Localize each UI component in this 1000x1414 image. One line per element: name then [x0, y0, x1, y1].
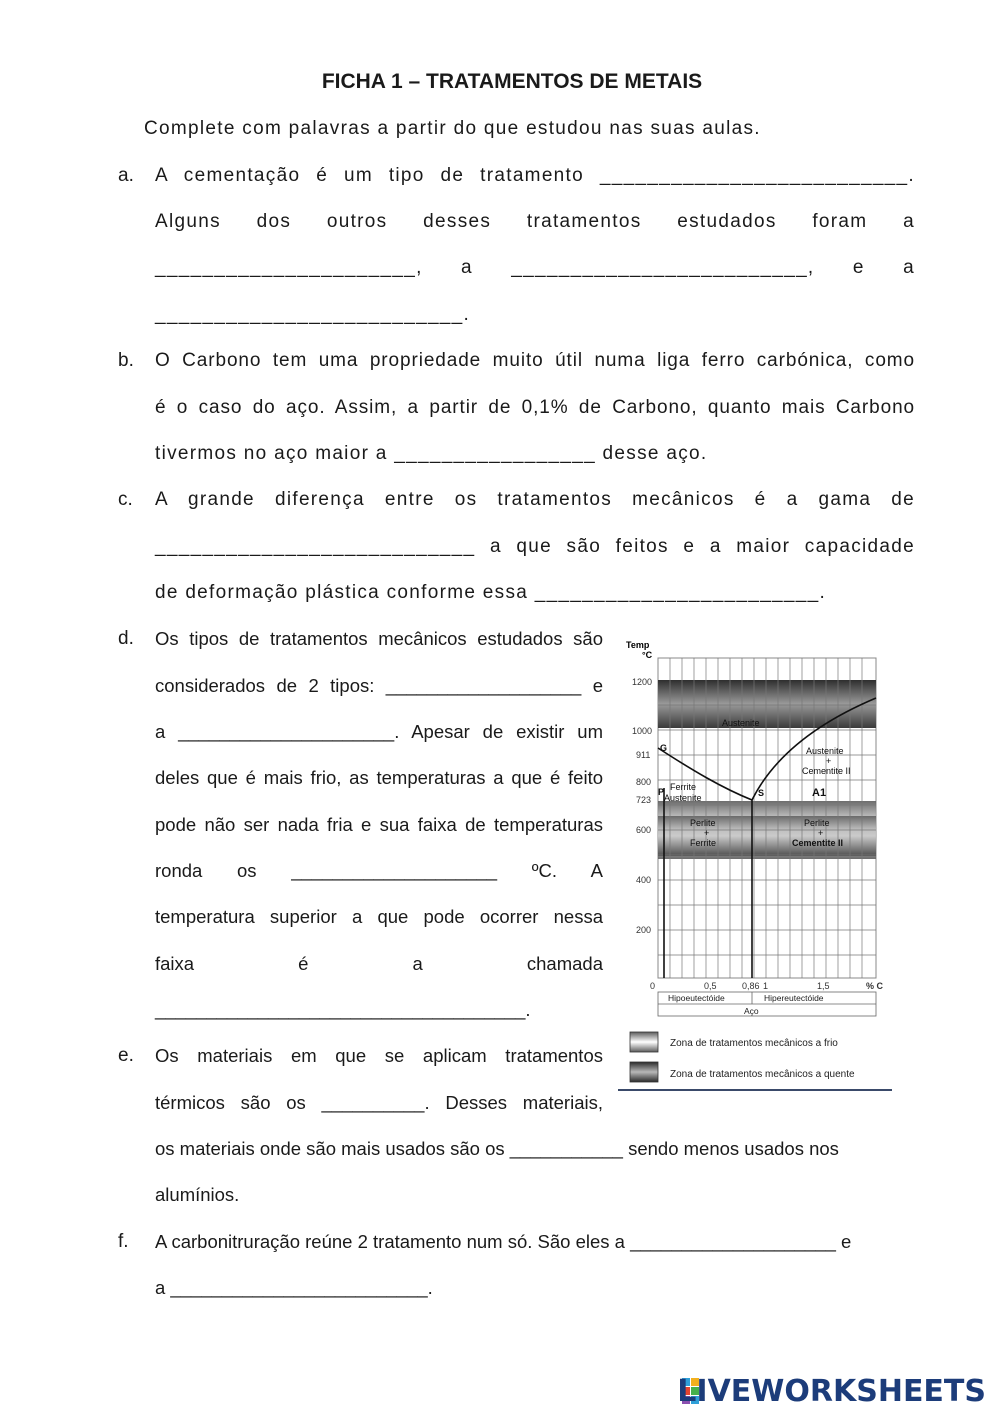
point-p: P: [658, 787, 665, 797]
item-f-line-2: a _________________________.: [155, 1277, 433, 1298]
item-d-line-3: a _____________________. Apesar de existir um: [155, 721, 603, 742]
item-b-line-1: O Carbono tem uma propriedade muito útil numa liga ferro carbónica, como: [155, 350, 915, 371]
item-e-line-3: os materiais onde são mais usados são os ___________ sendo menos usados nos: [155, 1138, 839, 1159]
liveworksheets-watermark: LIVEWORKSHEETS: [677, 1374, 986, 1409]
y-tick-800: 800: [636, 777, 652, 787]
label-perl-cem-1: Perlite: [804, 818, 830, 828]
y-tick-600: 600: [636, 825, 652, 835]
label-perl-ferr-plus: +: [704, 828, 710, 838]
item-a-line-2: Alguns dos outros desses tratamentos estudados foram a: [155, 211, 915, 232]
legend-hot-swatch: [630, 1062, 658, 1082]
y-tick-911: 911: [636, 750, 651, 760]
item-b-line-3: tivermos no aço maior a _________________ desse aço.: [155, 443, 708, 464]
y-tick-400: 400: [636, 875, 652, 885]
x-tick-0-5: 0,5: [704, 981, 717, 991]
item-e-line-1: Os materiais em que se aplicam tratamentos: [155, 1045, 603, 1066]
item-d-marker: d.: [118, 628, 134, 649]
item-b-marker: b.: [118, 350, 134, 371]
label-austenite: Austenite: [722, 718, 760, 728]
y-tick-200: 200: [636, 925, 652, 935]
item-d-line-8: faixa é a chamada: [155, 953, 603, 974]
item-f-line-1: A carbonitruração reúne 2 tratamento num só. São eles a ____________________ e: [155, 1231, 852, 1252]
label-steel: Aço: [744, 1006, 759, 1016]
legend-hot: Zona de tratamentos mecânicos a quente: [670, 1069, 855, 1080]
label-perl-ferr-2: Ferrite: [690, 838, 717, 848]
label-hypo: Hipoeutectóide: [668, 993, 725, 1003]
legend-cold-swatch: [630, 1032, 658, 1052]
item-e-marker: e.: [118, 1045, 134, 1066]
steel-classification: [658, 992, 876, 1016]
x-tick-1-5: 1,5: [817, 981, 830, 991]
item-d-line-5: pode não ser nada fria e sua faixa de temperaturas: [155, 814, 603, 835]
item-b-line-2: é o caso do aço. Assim, a partir de 0,1% de Carbono, quanto mais Carbono: [155, 397, 915, 418]
item-a-line-1: A cementação é um tipo de tratamento __________________________.: [155, 165, 915, 186]
x-tick-1: 1: [763, 981, 769, 991]
y-tick-labels: [632, 677, 652, 935]
item-d-line-9: ____________________________________.: [155, 999, 531, 1020]
item-e-line-4: alumínios.: [155, 1184, 240, 1205]
item-d-line-4: deles que é mais frio, as temperaturas a que é feito: [155, 767, 603, 788]
item-d-line-6: ronda os ____________________ ºC. A: [155, 860, 603, 881]
axis-unit: °C: [642, 650, 653, 660]
item-f-marker: f.: [118, 1231, 129, 1252]
legend-cold: Zona de tratamentos mecânicos a frio: [670, 1038, 838, 1049]
item-e-line-2: térmicos são os __________. Desses materiais,: [155, 1092, 603, 1113]
page-title: FICHA 1 – TRATAMENTOS DE METAIS: [321, 70, 703, 93]
y-tick-1000: 1000: [632, 726, 653, 736]
point-a1: A1: [812, 787, 827, 799]
instruction: Complete com palavras a partir do que estudou nas suas aulas.: [144, 118, 761, 139]
axis-title: Temp: [626, 640, 650, 650]
point-s: S: [758, 788, 765, 798]
item-d-line-2: considerados de 2 tipos: ___________________ e: [155, 675, 603, 696]
y-tick-723: 723: [636, 795, 652, 805]
label-ferr-aust-1: Ferrite: [670, 782, 697, 792]
label-aust-cem-plus: +: [826, 756, 832, 766]
item-a-line-4: __________________________.: [155, 304, 471, 325]
item-a-line-3: ______________________, a _________________________, e a: [155, 257, 915, 278]
label-aust-cem-2: Cementite II: [802, 766, 851, 776]
item-d-line-7: temperatura superior a que pode ocorrer nessa: [155, 906, 603, 927]
x-tick-0: 0: [650, 981, 656, 991]
x-tick-0-86: 0,86: [742, 981, 760, 991]
diagram-legend: [618, 1032, 892, 1090]
label-perl-ferr-1: Perlite: [690, 818, 716, 828]
label-hyper: Hipereutectóide: [764, 993, 824, 1003]
point-g: G: [660, 743, 668, 753]
x-unit: % C: [866, 981, 884, 991]
item-c-line-3: de deformação plástica conforme essa ________________________.: [155, 582, 827, 603]
x-tick-labels: [650, 981, 884, 991]
label-perl-cem-2: Cementite II: [792, 838, 844, 848]
item-d-line-1: Os tipos de tratamentos mecânicos estudados são: [155, 628, 603, 649]
label-ferr-aust-2: Austenite: [664, 793, 702, 803]
item-c-line-1: A grande diferença entre os tratamentos mecânicos é a gama de: [155, 489, 915, 510]
item-a-marker: a.: [118, 165, 134, 186]
item-c-marker: c.: [118, 489, 133, 510]
hot-zone-band: [658, 680, 876, 728]
iron-carbon-diagram: [612, 630, 902, 1100]
item-c-line-2: ___________________________ a que são feitos e a maior capacidade: [155, 536, 915, 557]
label-perl-cem-plus: +: [818, 828, 824, 838]
y-tick-1200: 1200: [632, 677, 653, 687]
label-aust-cem-1: Austenite: [806, 746, 844, 756]
